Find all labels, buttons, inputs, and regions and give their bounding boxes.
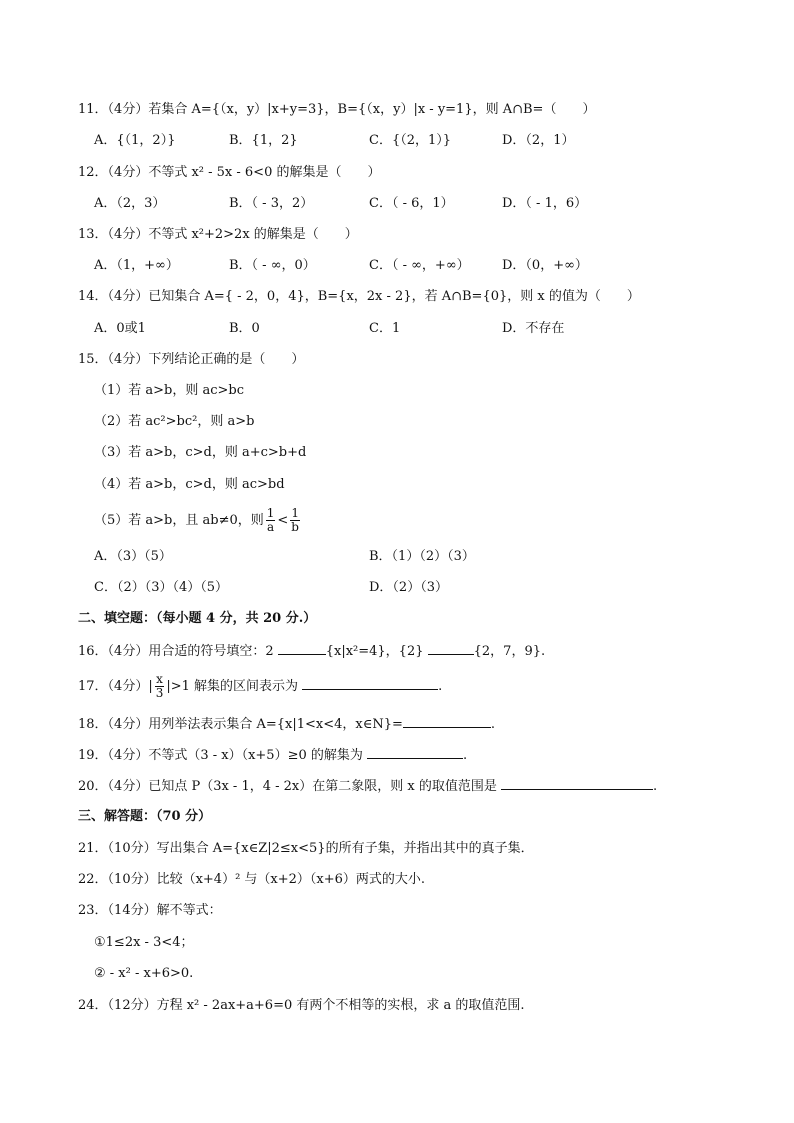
q15-option-c: C．（2）（3）（4）（5） <box>94 580 229 595</box>
q16-text-start: 16．（4分）用合适的符号填空：2 <box>78 644 278 659</box>
question-13-stem: 13．（4分）不等式 x²+2>2x 的解集是（ ） <box>78 227 358 242</box>
q15-item-3: （3）若 a>b，c>d，则 a+c>b+d <box>94 445 307 460</box>
q11-option-c: C．{（2，1）} <box>369 133 452 148</box>
section-3-heading: 三、解答题：（70 分） <box>78 809 212 824</box>
q16-text-mid: {x|x²=4}，{2} <box>325 644 428 659</box>
answer-blank[interactable] <box>428 642 474 655</box>
fraction-1-over-a <box>266 507 276 534</box>
q12-option-a: A．（2，3） <box>94 196 166 211</box>
q12-option-b: B．（ - 3，2） <box>229 196 314 211</box>
question-22: 22．（10分）比较（x+4）² 与（x+2）（x+6）两式的大小. <box>78 872 426 887</box>
fraction-numerator: x <box>156 672 163 686</box>
q11-option-b: B．{1，2} <box>229 133 298 148</box>
question-12-stem: 12．（4分）不等式 x² - 5x - 6<0 的解集是（ ） <box>78 165 381 180</box>
q23-item-2: ② - x² - x+6>0. <box>94 966 194 981</box>
q12-option-d: D．（ - 1，6） <box>502 196 588 211</box>
q15-item-5 <box>94 506 302 536</box>
q11-option-a: A．{（1，2）} <box>94 133 176 148</box>
q11-option-d: D．（2，1） <box>502 133 575 148</box>
q15-option-a: A．（3）（5） <box>94 549 172 564</box>
section-2-heading: 二、填空题：（每小题 4 分，共 20 分.） <box>78 611 317 626</box>
q15-option-b: B．（1）（2）（3） <box>369 549 475 564</box>
q13-option-b: B．（ - ∞，0） <box>229 258 316 273</box>
less-than-sign: < <box>277 513 289 528</box>
question-16 <box>78 642 545 661</box>
q15-item-1: （1）若 a>b，则 ac>bc <box>94 383 245 398</box>
q14-option-c: C．1 <box>369 321 401 336</box>
question-17 <box>78 673 442 701</box>
q16-text-end: {2，7，9}. <box>473 644 546 659</box>
q15-item-4: （4）若 a>b，c>d，则 ac>bd <box>94 477 285 492</box>
q15-option-d: D．（2）（3） <box>369 580 448 595</box>
question-20 <box>78 777 657 796</box>
question-24: 24．（12分）方程 x² - 2ax+a+6=0 有两个不相等的实根，求 a 的取值范围. <box>78 998 525 1013</box>
answer-blank[interactable] <box>501 777 653 790</box>
q13-option-c: C．（ - ∞，+∞） <box>369 258 470 273</box>
q23-item-1: ①1≤2x - 3<4； <box>94 935 194 950</box>
q17-text-end: . <box>438 679 443 694</box>
q18-text-end: . <box>490 717 496 732</box>
q19-text-end: . <box>463 748 468 763</box>
q14-option-b: B．0 <box>229 321 260 336</box>
q15-item-5-text: （5）若 a>b，且 ab≠0，则 <box>94 513 264 528</box>
question-14-stem: 14．（4分）已知集合 A={ - 2，0，4}，B={x，2x - 2}，若 A∩B={0}，则 x 的值为（ ） <box>78 289 640 304</box>
answer-blank[interactable] <box>367 746 463 759</box>
question-15-stem: 15．（4分）下列结论正确的是（ ） <box>78 352 305 367</box>
q17-text-start: 17．（4分）| <box>78 679 153 694</box>
question-19 <box>78 746 467 765</box>
question-21: 21．（10分）写出集合 A={x∈Z|2≤x<5}的所有子集，并指出其中的真子集． <box>78 841 534 856</box>
q12-option-c: C．（ - 6，1） <box>369 196 454 211</box>
q20-text-end: . <box>652 779 658 794</box>
q14-option-a: A．0或1 <box>94 321 146 336</box>
q19-text: 19．（4分）不等式（3 - x）（x+5）≥0 的解集为 <box>78 748 367 763</box>
q14-option-d: D．不存在 <box>502 321 565 336</box>
q13-option-a: A．（1，+∞） <box>94 258 179 273</box>
fraction-denominator: b <box>291 520 299 534</box>
question-18 <box>78 715 495 734</box>
fraction-denominator: a <box>266 520 275 534</box>
answer-blank[interactable] <box>403 715 491 728</box>
q18-text: 18．（4分）用列举法表示集合 A={x|1<x<4，x∈N}= <box>78 717 403 732</box>
q20-text: 20．（4分）已知点 P（3x - 1，4 - 2x）在第二象限，则 x 的取值范围是 <box>78 779 501 794</box>
answer-blank[interactable] <box>302 677 438 690</box>
fraction-denominator: 3 <box>155 686 164 700</box>
q15-item-2: （2）若 ac²>bc²，则 a>b <box>94 414 255 429</box>
question-23-stem: 23．（14分）解不等式： <box>78 903 222 918</box>
fraction-1-over-b <box>290 507 300 534</box>
q13-option-d: D．（0，+∞） <box>502 258 588 273</box>
fraction-numerator: 1 <box>291 506 299 520</box>
question-11-stem: 11．（4分）若集合 A={（x，y）|x+y=3}，B={（x，y）|x - y=1}，则 A∩B=（ ） <box>78 102 596 117</box>
fraction-numerator: 1 <box>266 506 275 520</box>
answer-blank[interactable] <box>278 642 326 655</box>
q17-text-mid: |>1 解集的区间表示为 <box>166 679 303 694</box>
fraction-x-over-3 <box>155 673 165 700</box>
